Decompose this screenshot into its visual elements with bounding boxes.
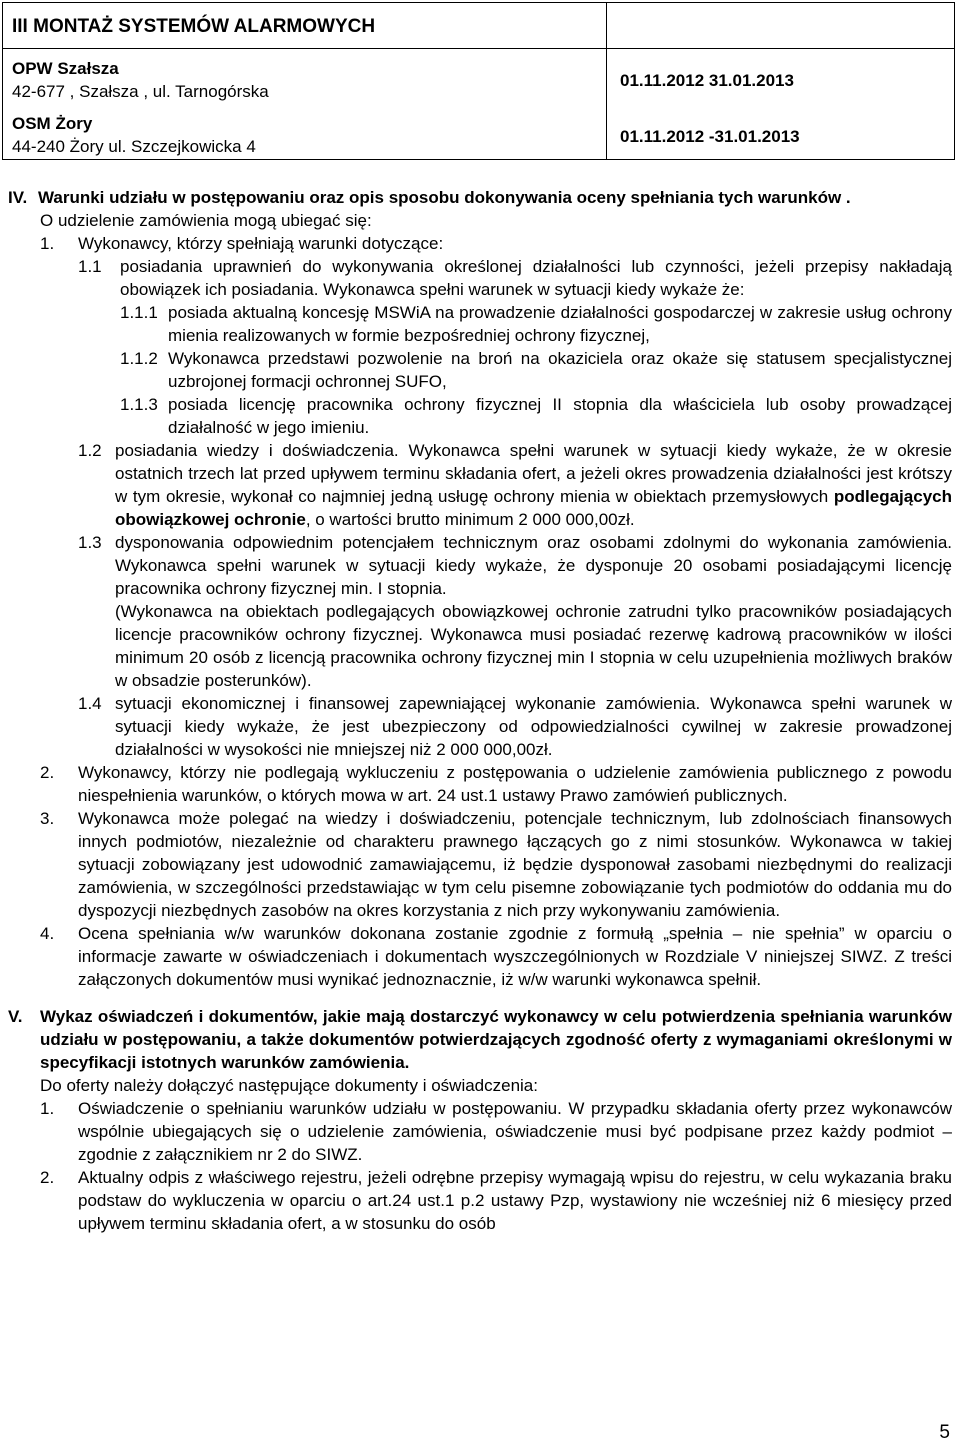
section-title: Wykaz oświadczeń i dokumentów, jakie mają dostarczyć wykonawcy w celu potwierdzenia spełniania warunków udziału w postępowaniu, a także dokumentów potwierdzających zgodność oferty z wymaganiami określonymi w specyfikacji istotnych warunków zamówienia. [40,1007,952,1072]
section-number: IV. [8,188,28,207]
list-item-note: (Wykonawca na obiektach podlegających obowiązkowej ochronie zatrudni tylko pracowników posiadających licencje pracowników ochrony fizycznej. Wykonawca musi posiadać rezerwę kadrową pracowników w ilości minimum 20 osób z licencją pracownika ochrony fizycznej min I stopnia w celu uzupełnienia możliwych braków w obsadzie posterunków). [115,602,952,690]
list-item: 2. Aktualny odpis z właściwego rejestru, jeżeli odrębne przepisy wymagają wpisu do rejestru, w celu wykazania braku podstaw do wykluczenia w oparciu o art.24 ust.1 p.2 ustawy Pzp, wystawiony nie wcześniej niż 6 miesięcy przed upływem terminu składania ofert, a w stosunku do osób [40,1168,952,1233]
table-row [12,112,256,158]
location-name: OPW Szałsza [12,59,119,78]
location-address: 42-677 , Szałsza , ul. Tarnogórska [12,82,269,101]
list-item: 1.4 sytuacji ekonomicznej i finansowej zapewniającej wykonanie zamówienia. Wykonawca spełni warunek w sytuacji kiedy wykaże, że jest ubezpieczony od odpowiedzialności cywilnej w zakresie prowadzonej działalności w wysokości nie mniejszej niż 2 000 000,00zł. [78,694,952,759]
page-number: 5 [939,1422,950,1443]
intro-text: O udzielenie zamówienia mogą ubiegać się: [40,211,372,230]
list-item: 4. Ocena spełniania w/w warunków dokonana zostanie zgodnie z formułą „spełnia – nie spełnia” w oparciu o informacje zawarte w oświadczeniach i dokumentach wyszczególnionych w Rozdziale V niniejszej SIWZ. Z treści załączonych dokumentów musi wynikać jednoznacznie, iż w/w warunki wykonawca spełnił. [40,924,952,989]
table-title: III MONTAŻ SYSTEMÓW ALARMOWYCH [12,16,376,37]
location-name: OSM Żory [12,114,93,133]
period: 01.11.2012 -31.01.2013 [620,127,800,146]
section-heading [8,186,952,209]
section-title: Warunki udziału w postępowaniu oraz opis sposobu dokonywania oceny spełniania tych warunków . [37,188,851,207]
list-item: 1.1 posiadania uprawnień do wykonywania określonej działalności lub czynności, jeżeli przepisy nakładają obowiązek ich posiadania. Wykonawca spełni warunek w sytuacji kiedy wykaże że: [78,257,952,299]
list-item: 3. Wykonawca może polegać na wiedzy i doświadczeniu, potencjale technicznym, lub zdolnościach finansowych innych podmiotów, niezależnie od charakteru prawnego łączących go z nimi stosunków. Wykonawca w takiej sytuacji zobowiązany jest udowodnić zamawiającemu, iż będzie dysponował zasobami niezbędnymi do realizacji zamówienia, w szczególności przedstawiając w tym celu pisemne zobowiązanie tych podmiotów do oddania mu do dyspozycji niezbędnych zasobów na okres korzystania z nich przy wykonywaniu zamówienia. [40,809,952,920]
location-address: 44-240 Żory ul. Szczejkowicka 4 [12,137,256,156]
list-item: 1. Oświadczenie o spełnianiu warunków udziału w postępowaniu. W przypadku składania oferty przez wykonawców wspólnie ubiegających się o udzielenie zamówienia, oświadczenie musi być podpisane przez każdy podmiot – zgodnie z załącznikiem nr 2 do SIWZ. [40,1099,952,1164]
intro-text: Do oferty należy dołączyć następujące dokumenty i oświadczenia: [40,1076,538,1095]
section-number: V. [8,1007,23,1026]
list-item: 1.2 posiadania wiedzy i doświadczenia. Wykonawca spełni warunek w sytuacji kiedy wykaże, że w okresie ostatnich trzech lat przed upływem terminu składania ofert, a jeżeli okres prowadzenia działalności jest krótszy w tym okresie, wykonał co najmniej jedną usługę ochrony mienia w obiektach przemysłowych podlegających obowiązkowej ochronie, o wartości brutto minimum 2 000 000,00zł. [78,441,952,529]
list-item: 1.3 dysponowania odpowiednim potencjałem technicznym oraz osobami zdolnymi do wykonania zamówienia. Wykonawca spełni warunek w sytuacji kiedy wykaże, że dysponuje 20 osobami posiadającymi licencję pracownika ochrony fizycznej min. I stopnia. [78,533,952,598]
list-item: 1.1.2 Wykonawca przedstawi pozwolenie na broń na okaziciela oraz okaże się statusem specjalistycznej uzbrojonej formacji ochronnej SUFO, [120,349,952,391]
list-item: 1. Wykonawcy, którzy spełniają warunki dotyczące: [40,234,444,253]
services-table [2,2,955,160]
list-item: 2. Wykonawcy, którzy nie podlegają wykluczeniu z postępowania o udzielenie zamówienia publicznego z powodu niespełnienia warunków, o których mowa w art. 24 ust.1 ustawy Prawo zamówień publicznych. [40,763,952,805]
table-row [12,57,269,103]
list-item: 1.1.1 posiada aktualną koncesję MSWiA na prowadzenie działalności gospodarczej w zakresie usług ochrony mienia realizowanych w formie bezpośredniej ochrony fizycznej, [120,303,952,345]
document-body [8,186,952,1235]
period: 01.11.2012 31.01.2013 [620,71,794,90]
list-item: 1.1.3 posiada licencję pracownika ochrony fizycznej II stopnia dla właściciela lub osoby prowadzącej działalność w jego imieniu. [120,395,952,437]
section-heading [8,1005,952,1074]
